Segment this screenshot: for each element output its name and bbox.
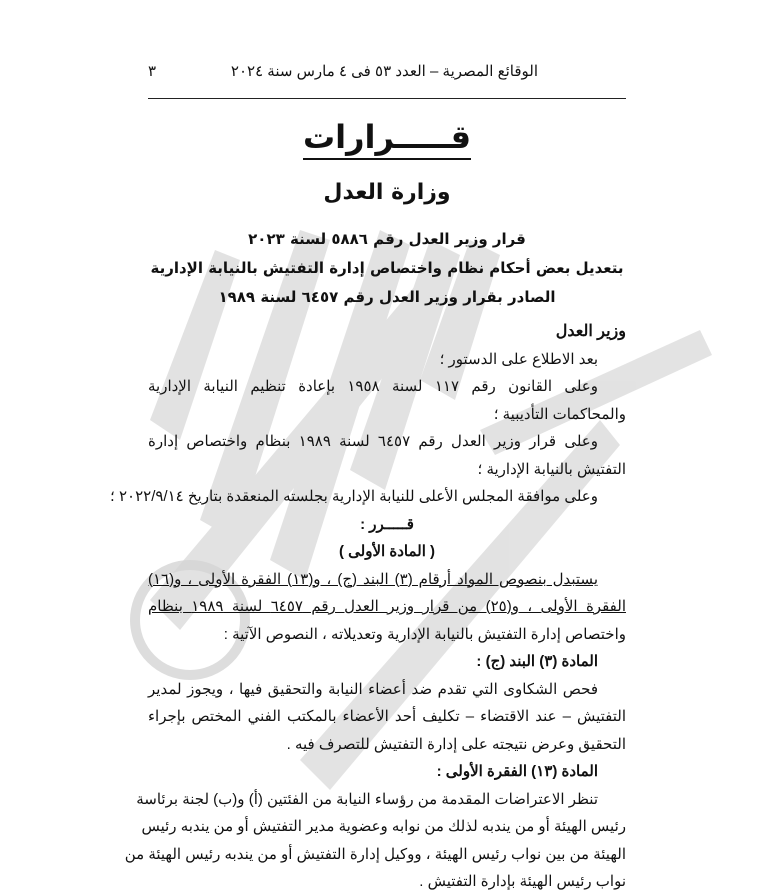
decree-subject: بتعديل بعض أحكام نظام واختصاص إدارة التفتيش بالنيابة الإدارية [150, 259, 624, 277]
decree-number: قرار وزير العدل رقم ٥٨٨٦ لسنة ٢٠٢٣ [248, 230, 526, 248]
gazette-title: الوقائع المصرية – العدد ٥٣ فى ٤ مارس سنة ٢٠٢٤ [230, 63, 538, 80]
preamble-line: والمحاكمات التأديبية ؛ [493, 405, 626, 423]
issuer: وزير العدل [555, 323, 626, 340]
article-text-line: التفتيش – عند الاقتضاء – تكليف أحد الأعضاء بالمكتب الفني المختص بإجراء [148, 708, 626, 725]
article-13-heading: المادة (١٣) الفقرة الأولى : [436, 763, 598, 780]
decided-heading: قـــــرر : [360, 515, 414, 533]
page-number: ٣ [148, 63, 157, 80]
decree-heading [148, 225, 626, 312]
header-divider [148, 98, 626, 99]
article-text-line: الفقرة الأولى ، و(٢٥) من قرار وزير العدل رقم ٦٤٥٧ لسنة ١٩٨٩ بنظام [148, 598, 626, 615]
preamble-line: وعلى القانون رقم ١١٧ لسنة ١٩٥٨ بإعادة تنظيم النيابة الإدارية [148, 378, 599, 395]
page-header [148, 62, 626, 86]
article-text-line: نواب رئيس الهيئة بإدارة التفتيش . [419, 873, 626, 890]
section-title: قـــــرارات [148, 118, 626, 156]
article-text-line: فحص الشكاوى التي تقدم ضد أعضاء النيابة والتحقيق فيها ، ويجوز لمدير [148, 680, 598, 698]
article-text-line: تنظر الاعتراضات المقدمة من رؤساء النيابة من الفئتين (أ) و(ب) لجنة برئاسة [136, 790, 598, 808]
article-text-line: واختصاص إدارة التفتيش بالنيابة الإدارية وتعديلاته ، النصوص الآتية : [223, 625, 626, 643]
decree-body [110, 318, 626, 896]
preamble-line: بعد الاطلاع على الدستور ؛ [439, 350, 598, 368]
article-text-line: الهيئة من بين نواب رئيس الهيئة ، ووكيل إدارة التفتيش أو من يندبه رئيس الهيئة من [124, 845, 626, 863]
preamble-line: وعلى موافقة المجلس الأعلى للنيابة الإدارية بجلسته المنعقدة بتاريخ ٢٠٢٢/٩/١٤ ؛ [110, 488, 598, 505]
article-text-line: يستبدل بنصوص المواد أرقام (٣) البند (ج) ، و(١٣) الفقرة الأولى ، و(١٦) [148, 570, 598, 588]
preamble-line: وعلى قرار وزير العدل رقم ٦٤٥٧ لسنة ١٩٨٩ بنظام واختصاص إدارة [148, 433, 599, 450]
article-text-line: التحقيق وعرض نتيجته على إدارة التفتيش للتصرف فيه . [286, 735, 626, 753]
article-one-heading: ( المادة الأولى ) [338, 543, 436, 560]
article-text-line: رئيس الهيئة أو من يندبه لذلك من نوابه وعضوية مدير التفتيش أو من يندبه رئيس [141, 818, 626, 835]
article-3-heading: المادة (٣) البند (ج) : [476, 653, 598, 670]
decree-subject-2: الصادر بقرار وزير العدل رقم ٦٤٥٧ لسنة ١٩٨٩ [218, 288, 556, 306]
preamble-line: التفتيش بالنيابة الإدارية ؛ [477, 460, 626, 478]
ministry-heading: وزارة العدل [323, 180, 451, 205]
